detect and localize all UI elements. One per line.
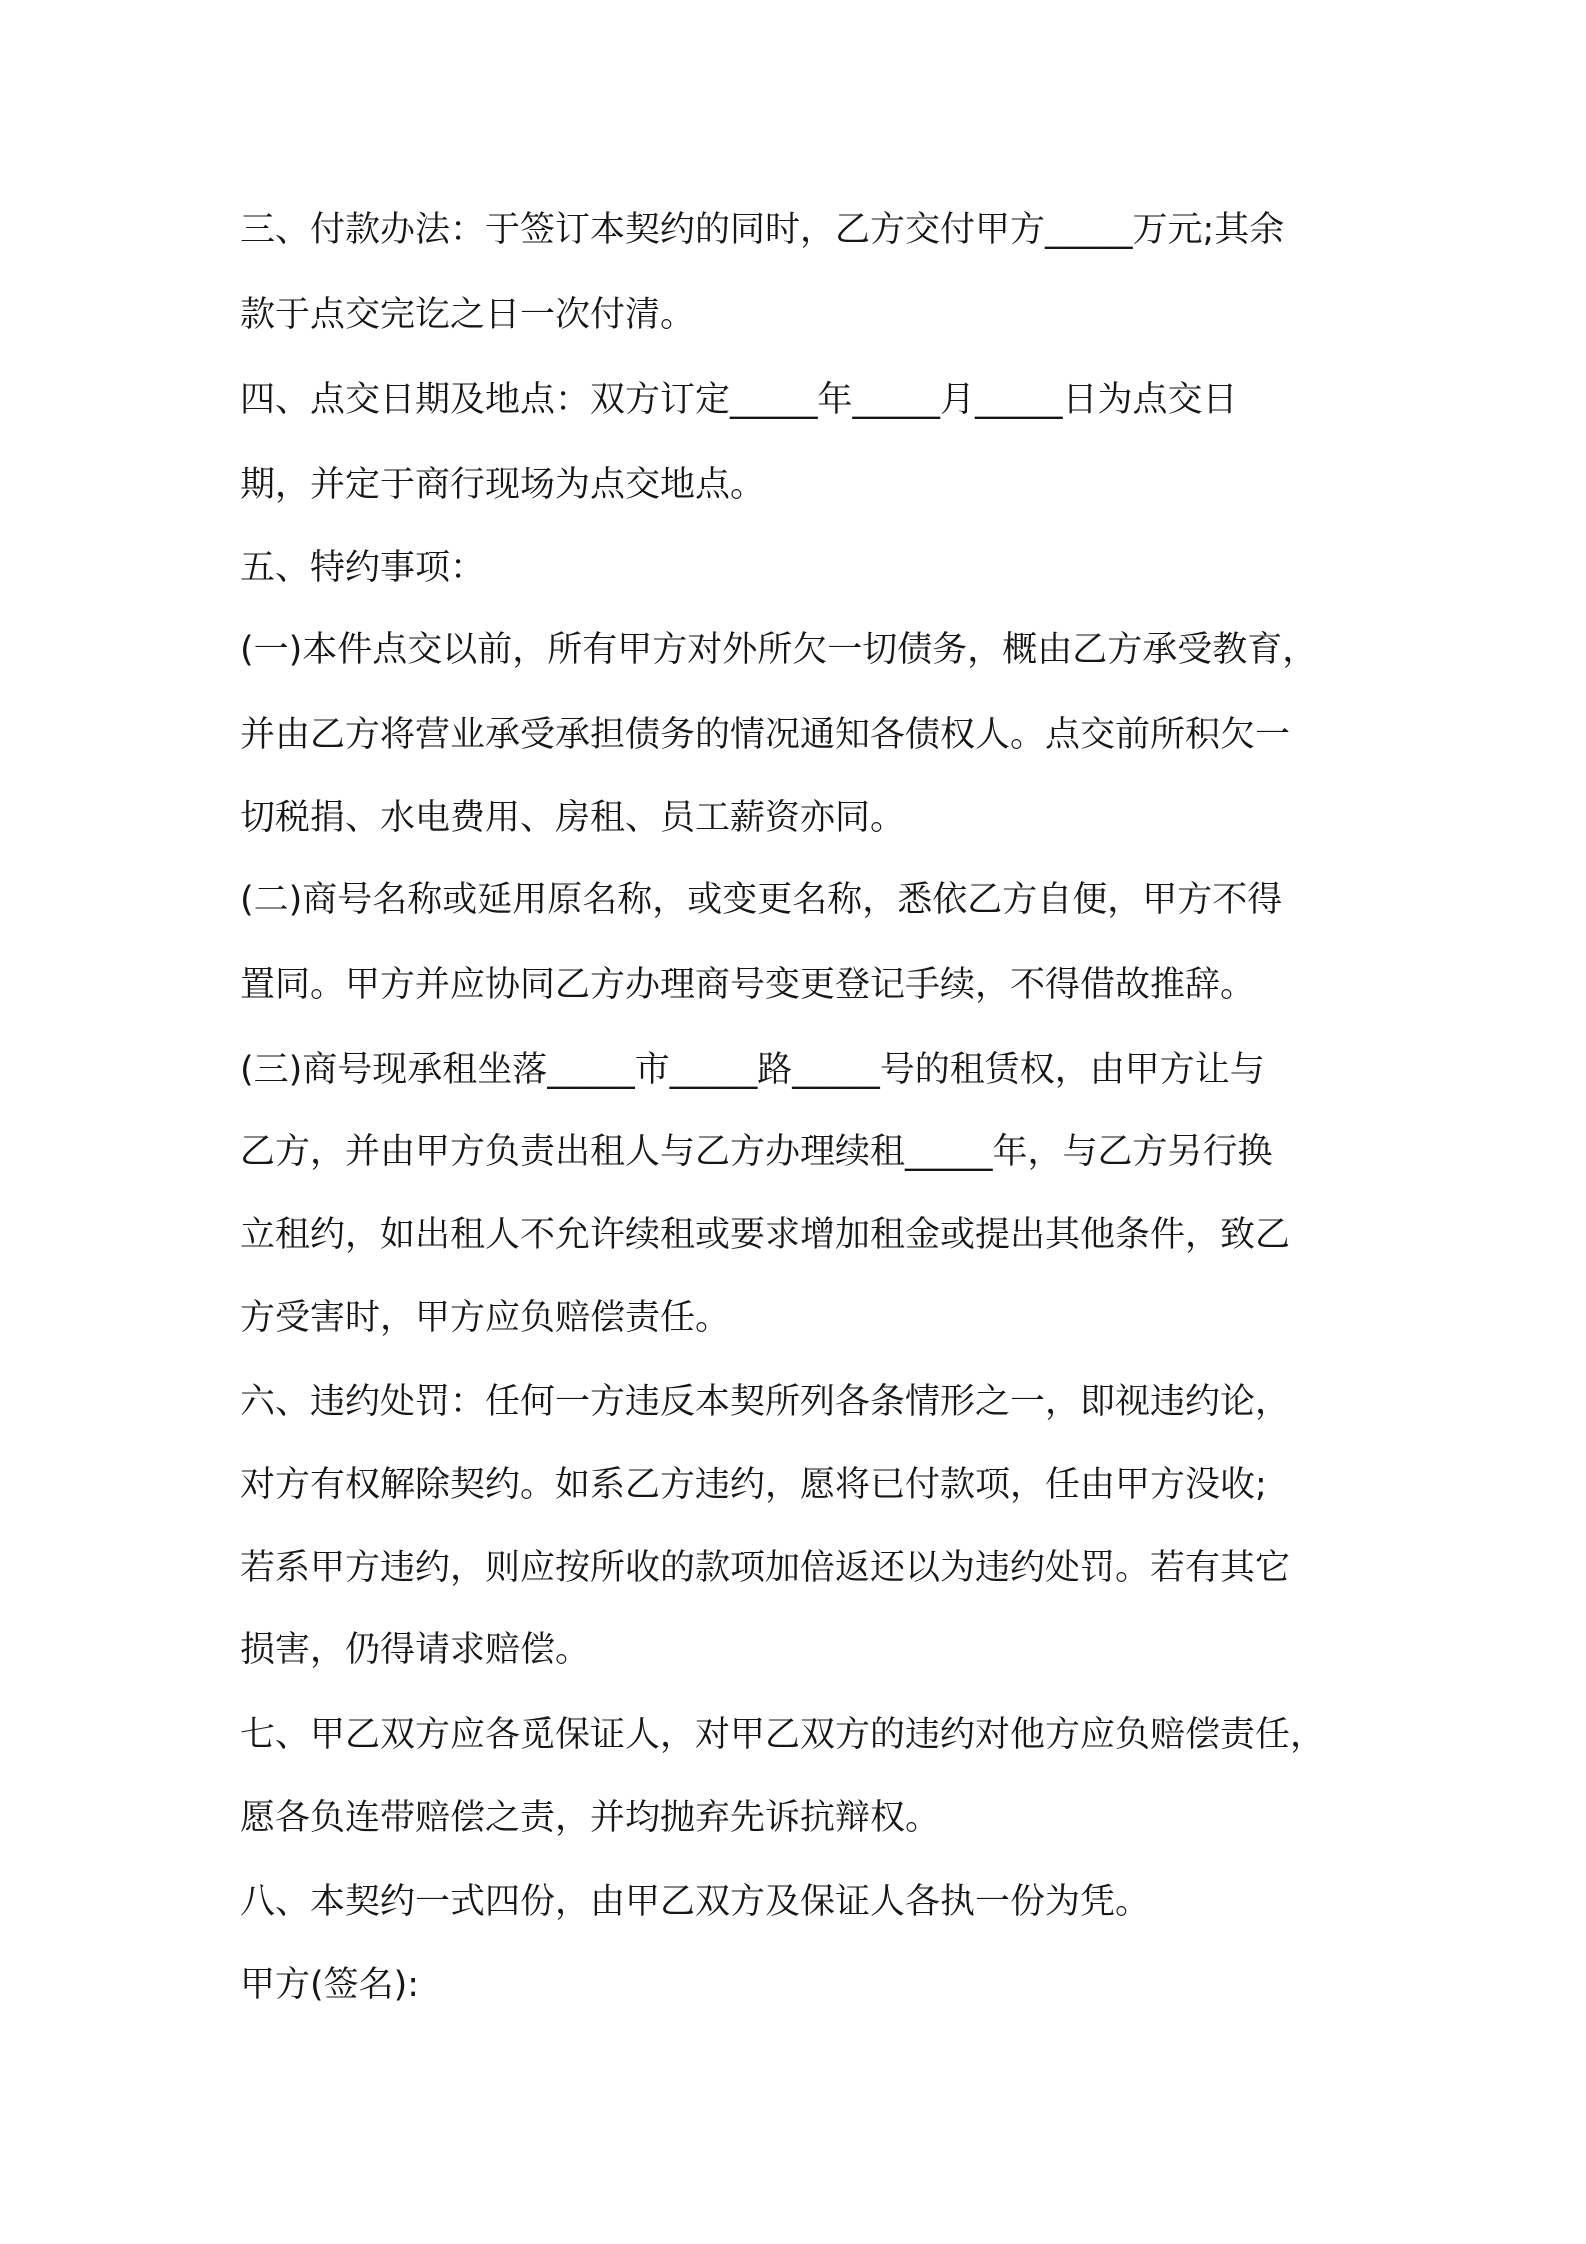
clause-5-1-line-2: 并由乙方将营业承受承担债务的情况通知各债权人。点交前所积欠一: [240, 715, 1291, 755]
clause-5-3-line-2: 乙方，并由甲方负责出租人与乙方办理续租_____年，与乙方另行换: [240, 1132, 1273, 1172]
clause-4-line-1: 四、点交日期及地点：双方订定_____年_____月_____日为点交日: [240, 380, 1238, 420]
party-a-signature-label: 甲方(签名):: [240, 1965, 420, 2005]
clause-5-3-line-1: (三)商号现承租坐落_____市_____路_____号的租赁权，由甲方让与: [240, 1050, 1265, 1090]
clause-5-heading: 五、特约事项：: [240, 548, 486, 588]
clause-4-line-2: 期，并定于商行现场为点交地点。: [240, 465, 766, 505]
clause-6-line-3: 若系甲方违约，则应按所收的款项加倍返还以为违约处罚。若有其它: [240, 1548, 1291, 1588]
clause-6-line-2: 对方有权解除契约。如系乙方违约，愿将已付款项，任由甲方没收;: [240, 1465, 1267, 1505]
clause-5-2-line-1: (二)商号名称或延用原名称，或变更名称，悉依乙方自便，甲方不得: [240, 880, 1283, 920]
clause-3-line-2: 款于点交完讫之日一次付清。: [240, 295, 696, 335]
clause-6-line-1: 六、违约处罚：任何一方违反本契所列各条情形之一，即视违约论，: [240, 1382, 1291, 1422]
clause-5-1-line-3: 切税捐、水电费用、房租、员工薪资亦同。: [240, 798, 906, 838]
clause-5-3-line-3: 立租约，如出租人不允许续租或要求增加租金或提出其他条件，致乙: [240, 1215, 1291, 1255]
clause-7-line-2: 愿各负连带赔偿之责，并均抛弃先诉抗辩权。: [240, 1798, 941, 1838]
clause-5-3-line-4: 方受害时，甲方应负赔偿责任。: [240, 1298, 731, 1338]
clause-5-1-line-1: (一)本件点交以前，所有甲方对外所欠一切债务，概由乙方承受教育，: [240, 630, 1318, 670]
clause-5-2-line-2: 置同。甲方并应协同乙方办理商号变更登记手续，不得借故推辞。: [240, 965, 1256, 1005]
clause-8-line-1: 八、本契约一式四份，由甲乙双方及保证人各执一份为凭。: [240, 1882, 1151, 1922]
clause-3-line-1: 三、付款办法：于签订本契约的同时，乙方交付甲方_____万元;其余: [240, 210, 1285, 250]
clause-6-line-4: 损害，仍得请求赔偿。: [240, 1630, 591, 1670]
clause-7-line-1: 七、甲乙双方应各觅保证人，对甲乙双方的违约对他方应负赔偿责任，: [240, 1715, 1326, 1755]
